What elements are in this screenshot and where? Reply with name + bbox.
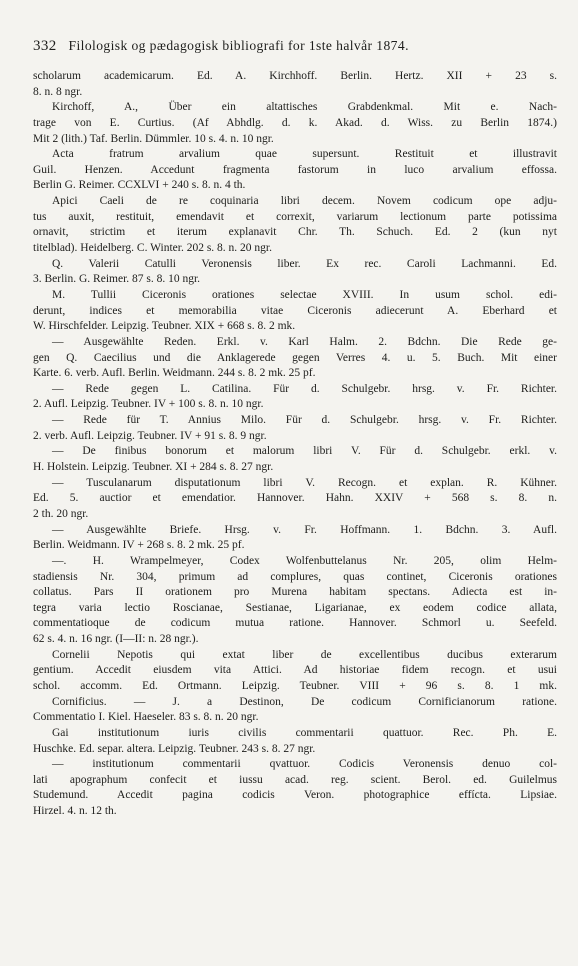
text-line: M. Tullii Ciceronis orationes selectae XVIII. In usum schol. edi- xyxy=(52,288,557,301)
text-line: — Ausgewählte Briefe. Hrsg. v. Fr. Hoffmann. 1. Bdchn. 3. Aufl. xyxy=(52,523,557,536)
text-line: H. Holstein. Leipzig. Teubner. XI + 284 s. 8. 27 ngr. xyxy=(33,461,274,474)
text-line: scholarum academicarum. Ed. A. Kirchhoff. Berlin. Hertz. XII + 23 s. xyxy=(33,70,557,82)
text-line: 3. Berlin. G. Reimer. 87 s. 8. 10 ngr. xyxy=(33,273,201,286)
text-line: Huschke. Ed. separ. altera. Leipzig. Teubner. 243 s. 8. 27 ngr. xyxy=(33,742,316,755)
text-line: Hirzel. 4. n. 12 th. xyxy=(33,805,117,818)
page-number: 332 xyxy=(33,38,57,54)
bibliography-text xyxy=(33,69,557,820)
text-line: — Rede für T. Annius Milo. Für d. Schulgebr. hrsg. v. Fr. Richter. xyxy=(52,414,557,427)
text-line: — Ausgewählte Reden. Erkl. v. Karl Halm. 2. Bdchn. Die Rede ge- xyxy=(52,335,557,348)
text-line: Berlin. Weidmann. IV + 268 s. 8. 2 mk. 25 pf. xyxy=(33,539,245,552)
text-line: —. H. Wrampelmeyer, Codex Wolfenbuttelanus Nr. 205, olim Helm- xyxy=(52,554,557,567)
text-line: gentium. Accedit eiusdem vita Attici. Ad historiae fidem recogn. et usui xyxy=(33,664,557,677)
text-line: derunt, indices et memorabilia vitae Ciceronis adiecerunt A. Eberhard et xyxy=(33,304,557,317)
text-line: Apici Caeli de re coquinaria libri decem. Novem codicum ope adju- xyxy=(52,195,557,208)
text-line: W. Hirschfelder. Leipzig. Teubner. XIX + 668 s. 8. 2 mk. xyxy=(33,320,296,333)
text-line: Studemund. Accedit pagina codicis Veron. photographice effícta. Lipsiae. xyxy=(33,789,557,802)
text-line: — De finibus bonorum et malorum libri V. Für d. Schulgebr. erkl. v. xyxy=(52,445,557,458)
text-line: 8. n. 8 ngr. xyxy=(33,85,83,98)
text-line: — Rede gegen L. Catilina. Für d. Schulgebr. hrsg. v. Fr. Richter. xyxy=(52,382,557,395)
text-line: Q. Valerii Catulli Veronensis liber. Ex rec. Caroli Lachmanni. Ed. xyxy=(52,257,557,270)
text-line: Berlin G. Reimer. CCXLVI + 240 s. 8. n. 4 th. xyxy=(33,179,246,192)
text-line: tegra varia lectio Roscianae, Sestianae, Ligarianae, ex eodem codice allata, xyxy=(33,601,557,614)
text-line: stadiensis Nr. 304, primum ad complures, quas continet, Ciceronis orationes xyxy=(33,570,557,583)
running-title: Filologisk og pædagogisk bibliografi for 1ste halvår 1874. xyxy=(68,38,409,53)
text-line: Cornificius. — J. a Destinon, De codicum Cornificianorum ratione. xyxy=(52,695,557,708)
running-header xyxy=(33,38,553,55)
text-line: Ed. 5. auctior et emendatior. Hannover. Hahn. XXIV + 568 s. 8. n. xyxy=(33,492,557,505)
text-line: Karte. 6. verb. Aufl. Berlin. Weidmann. 244 s. 8. 2 mk. 25 pf. xyxy=(33,367,316,380)
text-line: titelblad). Heidelberg. C. Winter. 202 s. 8. n. 20 ngr. xyxy=(33,242,272,255)
text-line: 2. verb. Aufl. Leipzig. Teubner. IV + 91 s. 8. 9 ngr. xyxy=(33,429,267,442)
text-line: trage von E. Curtius. (Af Abhdlg. d. k. Akad. d. Wiss. zu Berlin 1874.) xyxy=(33,116,557,129)
text-line: ornavit, strictim et iterum explanavit Chr. Th. Schuch. Ed. 2 (kun nyt xyxy=(33,226,557,239)
text-line: Acta fratrum arvalium quae supersunt. Restituit et illustravit xyxy=(52,148,557,161)
text-line: Gai institutionum iuris civilis commentarii quattuor. Rec. Ph. E. xyxy=(52,726,557,739)
text-line: — institutionum commentarii qvattuor. Codicis Veronensis denuo col- xyxy=(52,758,557,771)
text-line: tus auxit, restituit, emendavit et correxit, variarum lectionum parte potissima xyxy=(33,210,557,223)
text-line: schol. accomm. Ed. Ortmann. Leipzig. Teubner. VIII + 96 s. 8. 1 mk. xyxy=(33,679,557,692)
text-line: Kirchoff, A., Über ein altattisches Grabdenkmal. Mit e. Nach- xyxy=(52,101,557,114)
text-line: lati apographum confecit et iussu acad. reg. scient. Berol. ed. Guilelmus xyxy=(33,773,557,786)
text-line: Guil. Henzen. Accedunt fragmenta fastorum in luco arvalium effossa. xyxy=(33,163,557,176)
text-line: commentatioque de codicum mutua ratione. Hannover. Schmorl u. Seefeld. xyxy=(33,617,557,630)
text-line: 2 th. 20 ngr. xyxy=(33,507,89,520)
text-line: gen Q. Caecilius und die Anklagerede gegen Verres 4. u. 5. Buch. Mit einer xyxy=(33,351,557,364)
text-line: — Tusculanarum disputationum libri V. Recogn. et explan. R. Kühner. xyxy=(52,476,557,489)
text-line: collatus. Pars II orationem pro Murena habitam spectans. Adiecta est in- xyxy=(33,586,557,599)
text-line: 2. Aufl. Leipzig. Teubner. IV + 100 s. 8. n. 10 ngr. xyxy=(33,398,264,411)
text-line: Mit 2 (lith.) Taf. Berlin. Dümmler. 10 s. 4. n. 10 ngr. xyxy=(33,132,274,145)
text-line: 62 s. 4. n. 16 ngr. (I—II: n. 28 ngr.). xyxy=(33,633,199,646)
text-line: Commentatio I. Kiel. Haeseler. 83 s. 8. n. 20 ngr. xyxy=(33,711,259,724)
text-line: Cornelii Nepotis qui extat liber de excellentibus ducibus exterarum xyxy=(52,648,557,661)
